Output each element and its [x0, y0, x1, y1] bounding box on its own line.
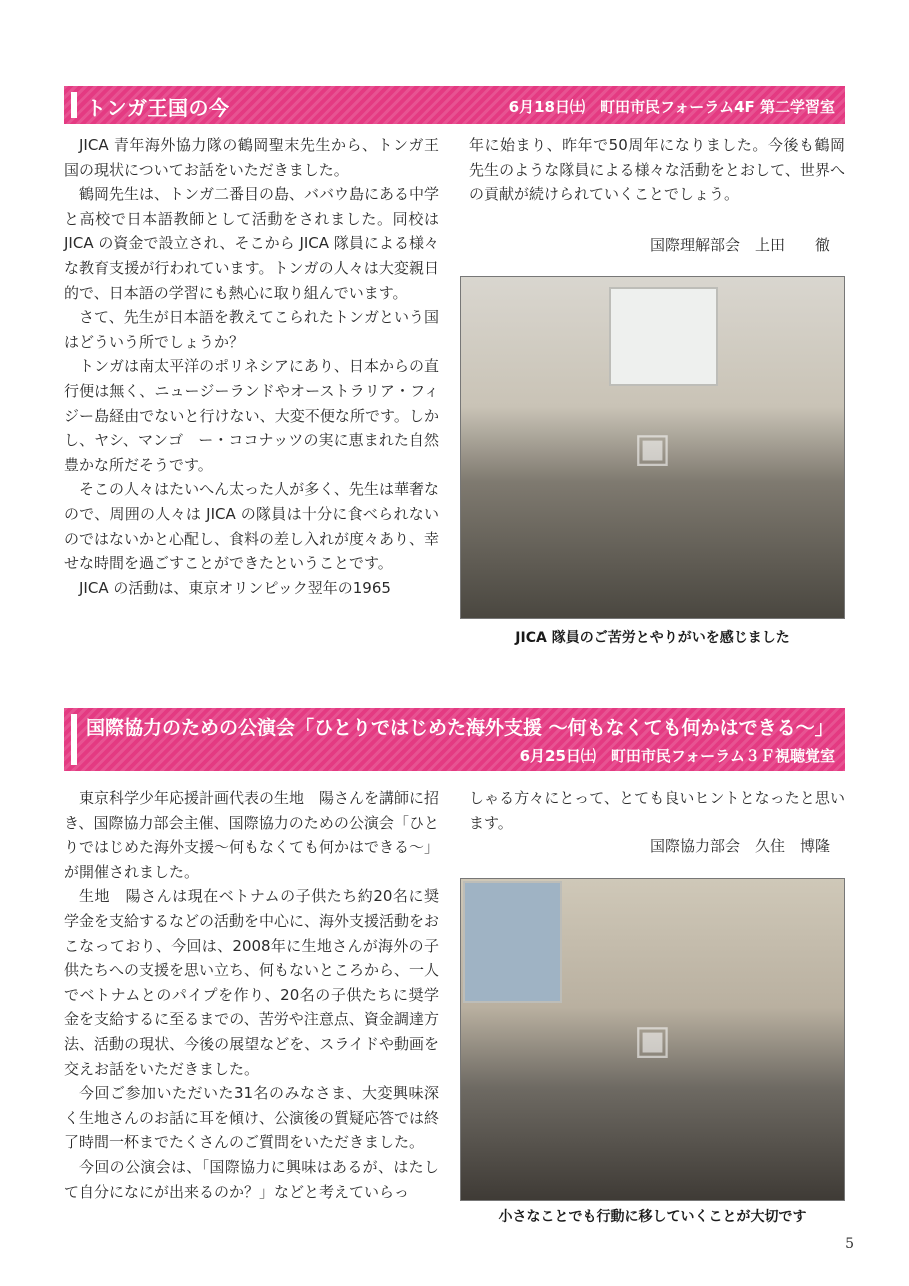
paragraph: 今回の公演会は、「国際協力に興味はあるが、はたして自分になにが出来るのか？」などと考えていらっ [64, 1157, 439, 1201]
paragraph: 生地 陽さんは現在ベトナムの子供たち約20名に奨学金を支給するなどの活動を中心に、海外支援活動をおこなっており、今回は、2008年に生地さんが海外の子供たちへの支援を思い立ち、何もないところから、一人でベトナムとのパイプを作り、20名の子供たちに奨学金を支給するに至るまでの、苦労や注意点、資金調達方法、活動の現状、今後の展望などを、スライドや動画を交えお話をいただきました。 [64, 887, 440, 1078]
section2-caption: 小さなことでも行動に移していくことが大切です [498, 1209, 807, 1225]
paragraph: しゃる方々にとって、とても良いヒントとなったと思います。 [469, 789, 845, 832]
slide-screen [465, 883, 560, 1001]
paragraph: 東京科学少年応援計画代表の生地 陽さんを講師に招き、国際協力部会主催、国際協力のための公演会「ひとりではじめた海外支援～何もなくても何かはできる～」が開催されました。 [64, 789, 440, 881]
section1-title: トンガ王国の今 [86, 96, 230, 120]
photo-icon: ▣ [633, 1016, 672, 1063]
section2-title: 国際協力のための公演会「ひとりではじめた海外支援 ～何もなくても何かはできる～」 [86, 717, 834, 739]
photo-icon: ▣ [633, 424, 672, 471]
paragraph: トンガは南太平洋のポリネシアにあり、日本からの直行便は無く、ニュージーランドやオーストラリア・フィジー島経由でないと行けない、大変不便な所です。しかし、ヤシ、マンゴ ー・ココナッツの実に恵まれた自然豊かな所だそうです。 [64, 357, 439, 474]
paragraph: 年に始まり、昨年で50周年になりました。今後も鶴岡先生のような隊員による様々な活動をとおして、世界への貢献が続けられていくことでしょう。 [469, 136, 845, 204]
section1-photo [460, 276, 845, 619]
header-accent-bar [71, 714, 77, 765]
paragraph: JICA 青年海外協力隊の鶴岡聖末先生から、トンガ王国の現状についてお話をいただきました。 [64, 136, 439, 179]
page-number: 5 [845, 1236, 854, 1252]
section1-header [64, 86, 845, 124]
paragraph: そこの人々はたいへん太った人が多く、先生は華奢なので、周囲の人々は JICA の隊員は十分に食べられないのではないかと心配し、食料の差し入れが度々あり、幸せな時間を過ごすことができたということです。 [64, 480, 440, 573]
section1-caption: JICA 隊員のご苦労とやりがいを感じました [515, 630, 790, 646]
section2-photo [460, 878, 845, 1201]
section1-left-column [64, 133, 439, 600]
section1-date-venue: 6月18日㈯ 町田市民フォーラム4F 第二学習室 [508, 98, 835, 116]
section2-signature: 国際協力部会 久住 博隆 [649, 837, 830, 855]
paragraph: さて、先生が日本語を教えてこられたトンガという国はどういう所でしょうか？ [64, 308, 439, 351]
section1-signature: 国際理解部会 上田 徹 [649, 236, 830, 254]
section2-left-column [64, 786, 439, 1204]
section2-header [64, 708, 845, 771]
section2-right-column [469, 786, 845, 835]
paragraph: 今回ご参加いただいた31名のみなさま、大変興味深く生地さんのお話に耳を傾け、公演後の質疑応答では終了時間一杯までたくさんのご質問をいただきました。 [64, 1084, 440, 1152]
section2-date-venue: 6月25日㈯ 町田市民フォーラム３Ｆ視聴覚室 [519, 747, 835, 765]
paragraph: JICA の活動は、東京オリンピック翌年の1965 [79, 578, 391, 597]
paragraph: 鶴岡先生は、トンガ二番目の島、ババウ島にある中学と高校で日本語教師として活動をされました。同校は JICA の資金で設立され、そこから JICA 隊員による様々な教育支援が行われています。トンガの人々は大変親日的で、日本語の学習にも熱心に取り組んでいます。 [64, 185, 440, 302]
header-accent-bar [71, 92, 77, 118]
projector-screen [611, 289, 716, 384]
section1-right-column [469, 133, 845, 207]
